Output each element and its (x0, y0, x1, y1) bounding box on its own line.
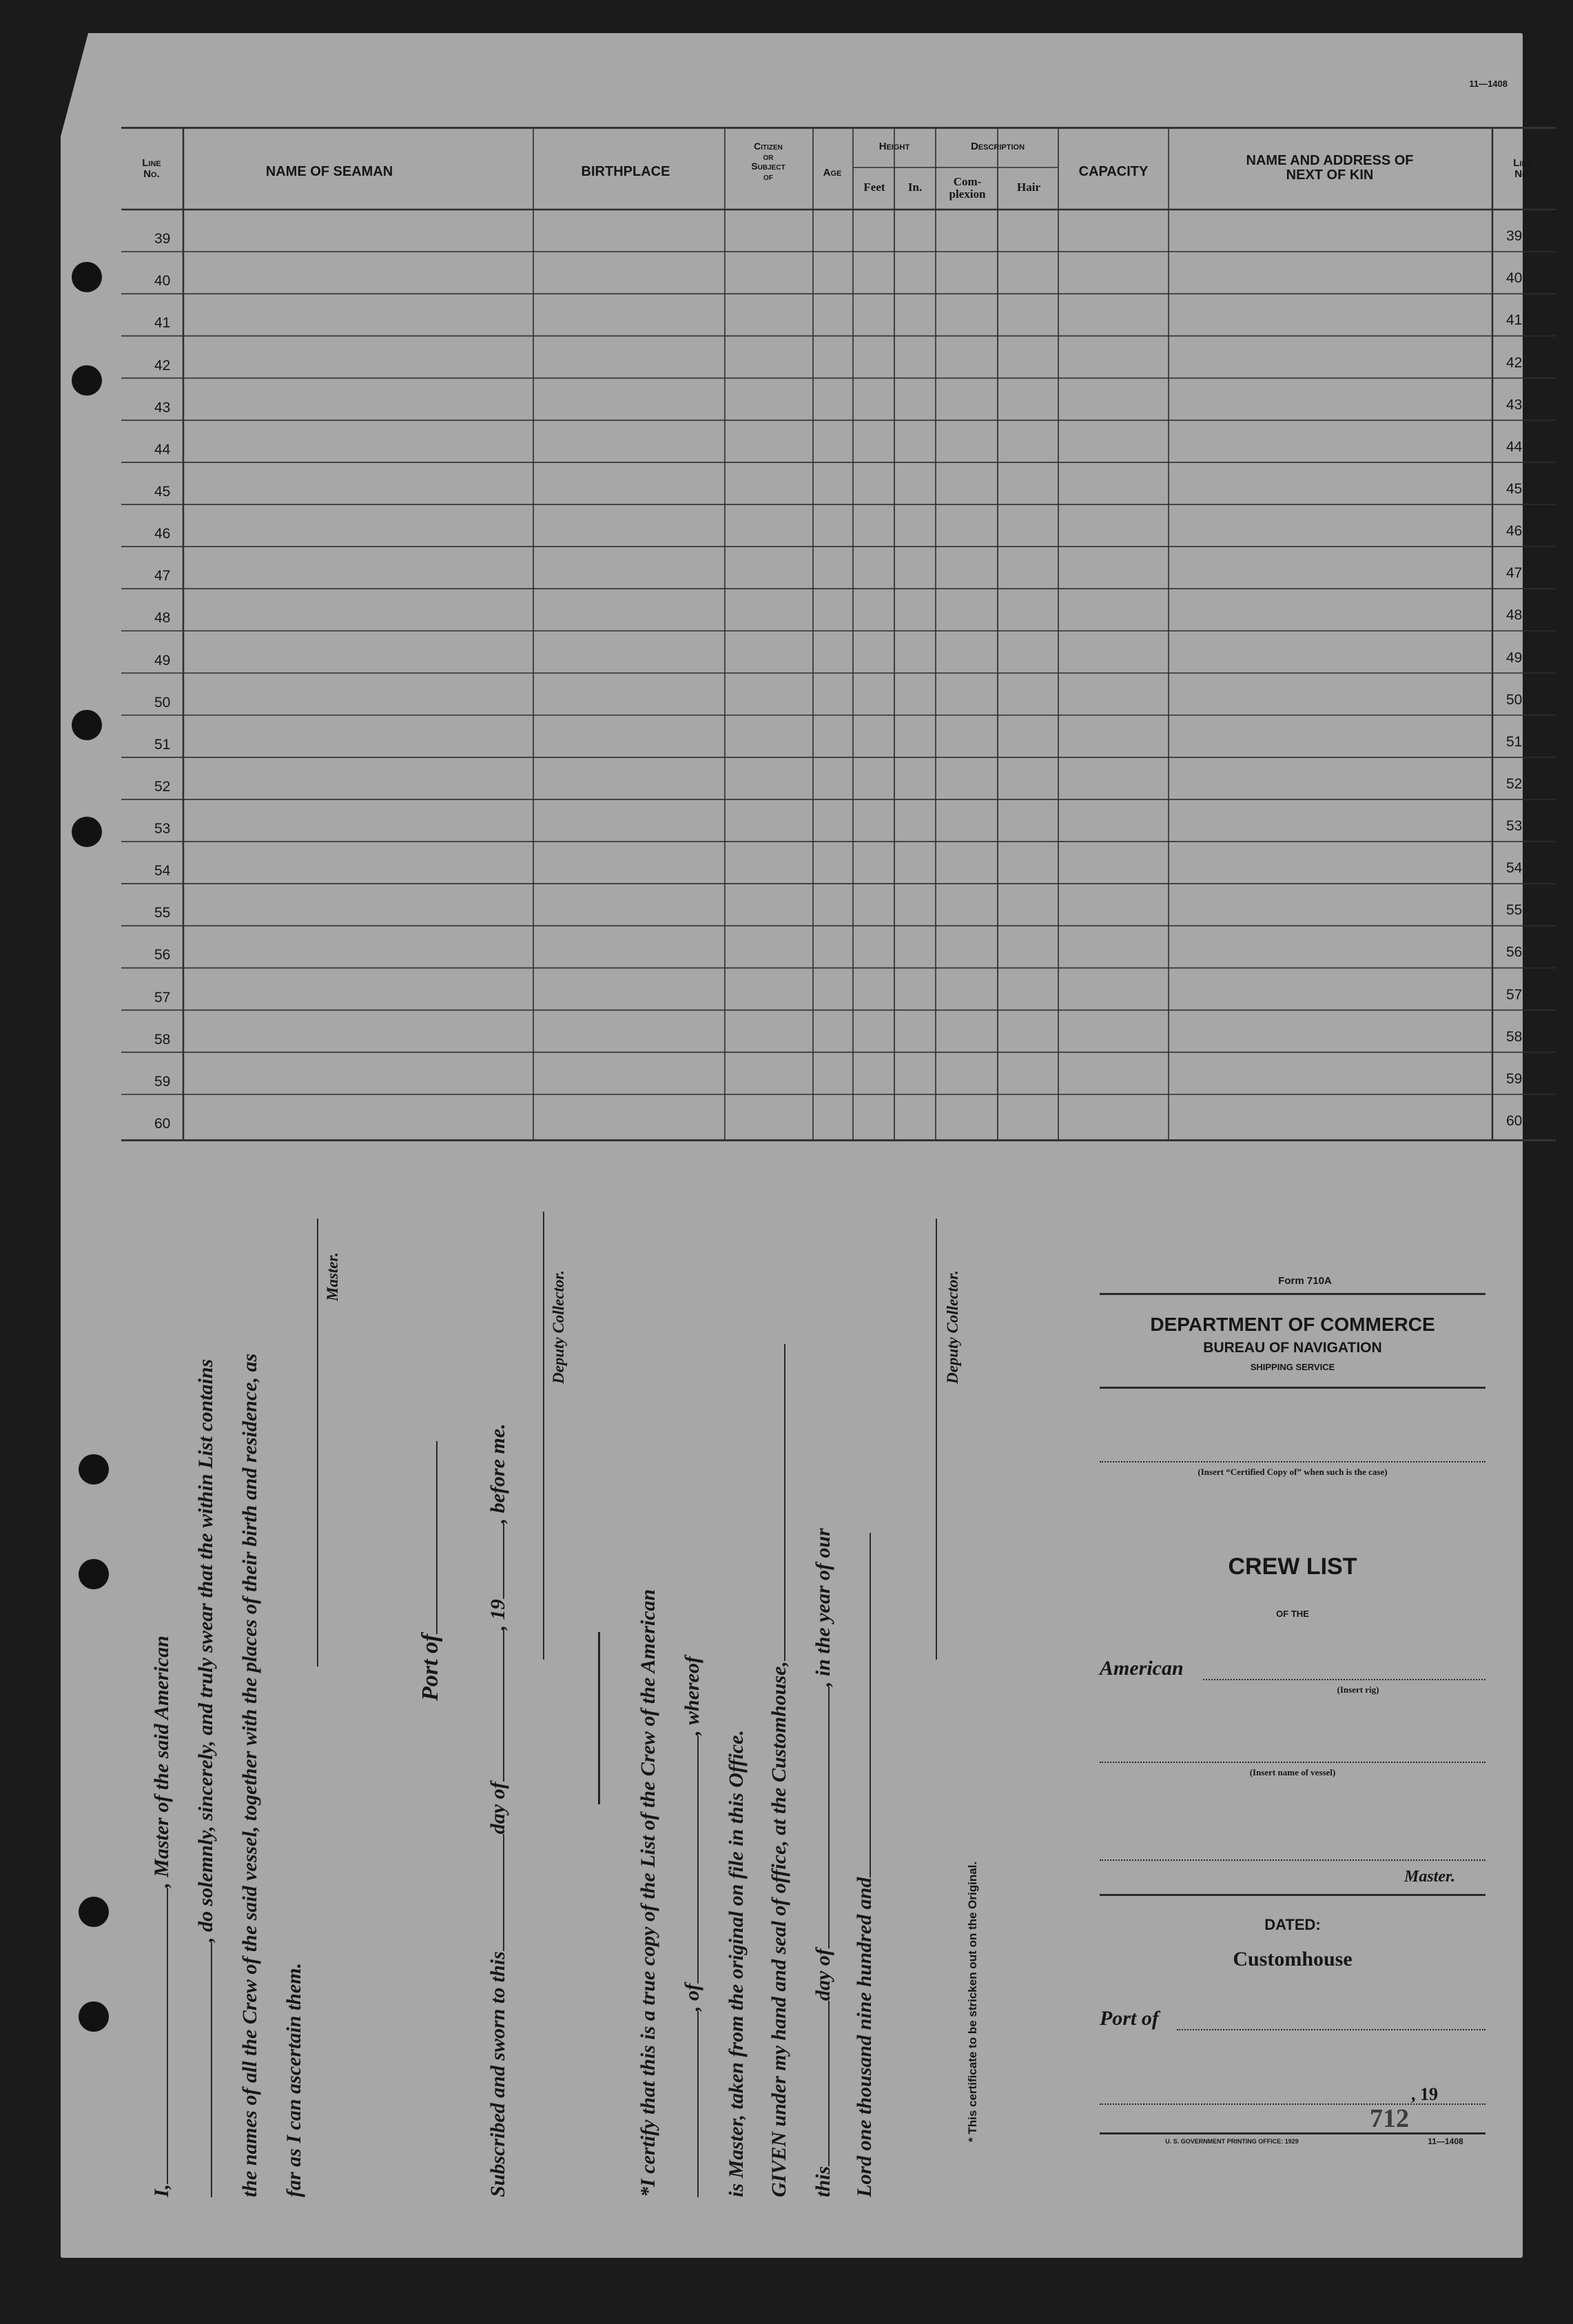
header-age: Age (823, 167, 842, 179)
line-number-right: 43 (1506, 396, 1523, 413)
panel-certified-copy-line (1100, 1461, 1485, 1462)
line-number-left: 51 (154, 736, 171, 753)
torn-corner (61, 33, 88, 136)
panel-port-of: Port of (1100, 2007, 1159, 2030)
panel-insert-vessel: (Insert name of vessel) (1249, 1767, 1336, 1777)
line-number-left: 49 (154, 652, 171, 669)
binder-hole (72, 262, 102, 292)
panel-rule-4 (1100, 2132, 1485, 2134)
panel-dated: DATED: (1264, 1916, 1321, 1933)
certificate-line-5: thisday of, in the year of our (812, 1528, 834, 2197)
panel-rule-1 (1100, 1293, 1485, 1295)
certificate-line-1: *I certify that this is a true copy of the List of the Crew of the American (637, 1589, 659, 2197)
line-number-left: 47 (154, 568, 171, 584)
deputy-collector-label-1: Deputy Collector. (550, 1270, 567, 1384)
oath-line-1: I,, Master of the said American (150, 1635, 173, 2197)
line-number-left: 53 (154, 821, 171, 837)
panel-vessel-line (1100, 1762, 1485, 1763)
deputy-collector-line-2 (936, 1219, 937, 1660)
line-number-left: 45 (154, 483, 171, 500)
panel-insert-rig: (Insert rig) (1337, 1684, 1379, 1695)
header-capacity: CAPACITY (1078, 164, 1149, 179)
binder-hole (79, 1454, 109, 1485)
deputy-collector-label-2: Deputy Collector. (944, 1270, 961, 1384)
panel-year-suffix: , 19 (1411, 2084, 1438, 2104)
panel-customhouse: Customhouse (1233, 1948, 1353, 1970)
header-inches: In. (907, 181, 923, 194)
certificate-footnote: * This certificate to be stricken out on the Original. (966, 1861, 979, 2142)
form-code-top: 11—1408 (1469, 79, 1508, 89)
line-number-left: 43 (154, 399, 171, 416)
panel-port-line (1177, 2029, 1485, 2030)
line-number-left: 54 (154, 863, 171, 879)
binder-hole (72, 710, 102, 740)
header-name-of-seaman: NAME OF SEAMAN (265, 164, 393, 179)
panel-of-the: OF THE (1276, 1609, 1309, 1619)
line-number-left: 39 (154, 231, 171, 247)
header-birthplace: BIRTHPLACE (581, 164, 670, 179)
line-number-left: 59 (154, 1073, 171, 1090)
line-number-right: 39 (1506, 228, 1523, 245)
line-number-right: 52 (1506, 775, 1523, 792)
master-signature-line (317, 1219, 318, 1666)
line-number-right: 53 (1506, 818, 1523, 835)
certificate-line-4: GIVEN under my hand and seal of office, at the Customhouse, (768, 1344, 791, 2197)
crew-table (121, 127, 1556, 1141)
certificate-line-3: is Master, taken from the original on file in this Office. (725, 1730, 748, 2197)
panel-bureau: BUREAU OF NAVIGATION (1203, 1340, 1382, 1356)
panel-master-line (1100, 1859, 1485, 1861)
master-signature-label: Master. (324, 1252, 341, 1301)
binder-hole (79, 2001, 109, 2032)
oath-port-of: Port of (418, 1441, 444, 1701)
line-number-left: 42 (154, 357, 171, 374)
binder-hole (79, 1559, 109, 1589)
panel-handwritten-number: 712 (1370, 2104, 1409, 2133)
line-number-left: 40 (154, 273, 171, 289)
line-number-left: 58 (154, 1031, 171, 1048)
oath-line-2: , do solemnly, sincerely, and truly swear that the within List contains (194, 1359, 218, 2197)
line-number-right: 59 (1506, 1070, 1523, 1087)
header-next-of-kin: NAME AND ADDRESS OF NEXT OF KIN (1246, 153, 1414, 183)
line-number-right: 60 (1506, 1113, 1523, 1129)
line-number-left: 57 (154, 989, 171, 1006)
line-number-right: 49 (1506, 649, 1523, 666)
panel-department: DEPARTMENT OF COMMERCE (1150, 1314, 1435, 1335)
binder-hole (72, 817, 102, 847)
line-number-left: 50 (154, 694, 171, 711)
crew-table-grid (121, 129, 1556, 1139)
divider-rule (598, 1632, 600, 1804)
panel-rig-line (1203, 1679, 1485, 1680)
line-number-right: 58 (1506, 1028, 1523, 1045)
header-description: Description (970, 141, 1025, 152)
header-hair: Hair (1017, 181, 1040, 194)
line-number-right: 50 (1506, 691, 1523, 708)
panel-american: American (1100, 1657, 1184, 1680)
panel-title: CREW LIST (1228, 1553, 1357, 1580)
panel-rule-2 (1100, 1387, 1485, 1389)
line-number-right: 54 (1506, 860, 1523, 877)
line-number-right: 51 (1506, 733, 1523, 750)
panel-insert-note: (Insert “Certified Copy of” when such is the case) (1197, 1467, 1388, 1477)
line-number-right: 57 (1506, 986, 1523, 1003)
certificate-line-6: Lord one thousand nine hundred and (853, 1533, 876, 2197)
certificate-line-2: , of, whereof (681, 1656, 704, 2197)
line-number-left: 55 (154, 905, 171, 921)
line-number-right: 42 (1506, 354, 1523, 371)
panel-form-code-bottom: 11—1408 (1428, 2137, 1463, 2146)
line-number-left: 56 (154, 947, 171, 964)
panel-service: SHIPPING SERVICE (1250, 1362, 1335, 1372)
binder-hole (79, 1897, 109, 1927)
header-line-no-left: Line No. (142, 157, 161, 180)
line-number-left: 46 (154, 526, 171, 542)
line-number-right: 45 (1506, 480, 1523, 497)
panel-rule-3 (1100, 1894, 1485, 1896)
header-citizen: Citizen or Subject of (751, 141, 785, 183)
header-complexion: Com- plexion (949, 175, 986, 201)
oath-subscribed: Subscribed and sworn to thisday of, 19, before me. (486, 1423, 509, 2197)
line-number-left: 52 (154, 778, 171, 795)
line-number-right: 56 (1506, 944, 1523, 961)
line-number-right: 41 (1506, 312, 1523, 329)
line-number-left: 44 (154, 441, 171, 458)
line-number-right: 44 (1506, 438, 1523, 455)
line-number-right: 40 (1506, 270, 1523, 287)
header-feet: Feet (863, 181, 885, 194)
line-number-left: 48 (154, 610, 171, 626)
document-sheet (61, 33, 1532, 2258)
deputy-collector-line-1 (543, 1212, 544, 1660)
panel-master: Master. (1404, 1868, 1456, 1886)
panel-printing-office: U. S. GOVERNMENT PRINTING OFFICE: 1929 (1165, 2138, 1299, 2145)
header-height: Height (878, 141, 910, 152)
line-number-right: 48 (1506, 607, 1523, 624)
line-number-right: 46 (1506, 523, 1523, 540)
line-number-right: 55 (1506, 902, 1523, 919)
line-number-left: 60 (154, 1116, 171, 1132)
line-number-left: 41 (154, 315, 171, 332)
header-line-no-right: Line No. (1513, 157, 1532, 180)
panel-form-no: Form 710A (1278, 1275, 1332, 1287)
line-number-right: 47 (1506, 565, 1523, 582)
binder-hole (72, 365, 102, 396)
oath-line-3: the names of all the Crew of the said vessel, together with the places of their birth and residence, as (238, 1353, 261, 2197)
oath-line-4: far as I can ascertain them. (282, 1962, 305, 2197)
